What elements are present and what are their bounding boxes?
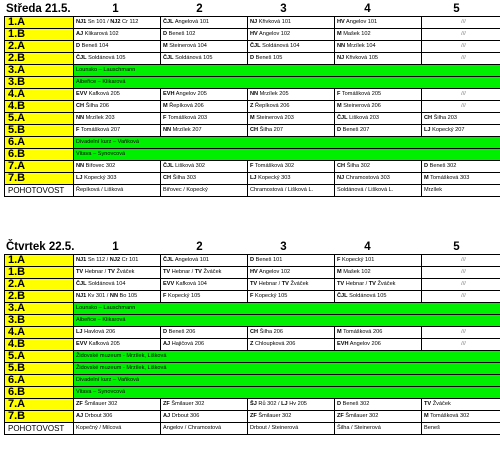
subject-code: M [337,31,342,37]
schedule-row [5,173,500,185]
subject-code: M [424,175,429,181]
schedule-row [5,89,500,101]
lesson-cell: ČJL Soldánová 104 [74,279,161,291]
event-cell: Albeřice – Klikarová [74,315,500,327]
day-header [4,241,494,254]
lesson-cell: /// [422,53,500,65]
lesson-cell: CH Šilha 206 [74,101,161,113]
subject-code: HV [250,269,258,275]
period-number: 1 [112,241,119,253]
lesson-cell: NN Mrzílek 207 [161,125,248,137]
lesson-cell: /// [422,255,500,267]
lesson-cell: D Beneš 101 [248,255,335,267]
class-label: 1.A [5,17,74,29]
subject-code: M [424,413,429,419]
class-label: 1.B [5,267,74,279]
subject-code: CH [424,115,433,121]
lesson-cell: M Tomášková 206 [335,327,422,339]
subject-code: NN [109,293,118,299]
subject-code: NJ1 [76,293,87,299]
subject-code: AJ [163,413,171,419]
duty-cell: Biřovec / Kopecký [161,185,248,197]
lesson-cell: ČJL Soldánová 105 [335,291,422,303]
subject-code: NN [250,91,259,97]
class-label: 4.A [5,327,74,339]
subject-code: HV [337,19,345,25]
lesson-cell: F Tomášková 203 [161,113,248,125]
lesson-cell: /// [422,17,500,29]
subject-code: EVV [163,281,175,287]
subject-code: D [337,127,342,133]
subject-code: F [76,127,80,133]
subject-code: D [337,401,342,407]
subject-code: TV [368,281,376,287]
subject-code: F [337,91,341,97]
subject-code: M [337,269,342,275]
class-label: 2.A [5,41,74,53]
lesson-cell: ŠJ Rů 302 / LJ Hv 205 [248,399,335,411]
schedule-day-wednesday [4,3,494,197]
period-number: 4 [364,3,371,15]
subject-code: D [76,43,81,49]
lesson-cell: TV Hebnar / TV Žváček [161,267,248,279]
class-label: 3.A [5,303,74,315]
lesson-cell: NJ1 Sn 112 / NJ2 Cr 101 [74,255,161,267]
class-label: 3.B [5,77,74,89]
class-label: 2.B [5,53,74,65]
lesson-cell: TV Hebnar / TV Žváček [74,267,161,279]
subject-code: AJ [76,413,84,419]
subject-code: Z [250,341,254,347]
subject-code: CH [337,163,346,169]
schedule-row [5,303,500,315]
duty-cell: Mrzílek [422,185,500,197]
subject-code: EVV [76,91,88,97]
schedule-row [5,125,500,137]
subject-code: M [337,329,342,335]
lesson-cell: AJ Drbout 306 [74,411,161,423]
subject-code: NN [163,127,172,133]
lesson-cell: /// [422,41,500,53]
subject-code: LJ [250,175,257,181]
subject-code: NJ1 [76,19,87,25]
schedule-row [5,53,500,65]
subject-code: NN [337,43,346,49]
class-label: 5.B [5,125,74,137]
lesson-cell: ČJL Soldánová 105 [74,53,161,65]
subject-code: CH [163,175,172,181]
schedule-row [5,161,500,173]
lesson-cell: D Beneš 207 [335,125,422,137]
lesson-cell: EVV Kafková 205 [74,89,161,101]
event-cell: Vltava – Synovcová [74,149,500,161]
lesson-cell: D Beneš 206 [161,327,248,339]
subject-code: HV [250,31,258,37]
subject-code: F [337,257,341,263]
event-cell: Židovské muzeum - Mrzílek, Lišková [74,351,500,363]
lesson-cell: /// [422,101,500,113]
lesson-cell: CH Šilha 303 [161,173,248,185]
lesson-cell: /// [422,89,500,101]
lesson-cell: EVV Kafková 205 [74,339,161,351]
subject-code: ČJL [337,293,348,299]
class-label: 4.B [5,339,74,351]
period-number: 3 [280,3,287,15]
lesson-cell: D Beneš 104 [74,41,161,53]
subject-code: D [163,329,168,335]
schedule-row [5,113,500,125]
lesson-cell: NJ Křivková 105 [335,53,422,65]
duty-cell: Angelov / Chramostová [161,423,248,435]
schedule-row [5,279,500,291]
lesson-cell: HV Angelov 102 [248,29,335,41]
subject-code: TV [107,269,115,275]
duty-cell: Chramostová / Lišková L. [248,185,335,197]
subject-code: ZF [163,401,170,407]
subject-code: ČJL [163,55,174,61]
subject-code: NN [76,163,85,169]
lesson-cell: M Steinerová 104 [161,41,248,53]
lesson-cell: ČJL Angelová 101 [161,17,248,29]
subject-code: ČJL [337,115,348,121]
subject-code: Z [250,103,254,109]
subject-code: D [163,31,168,37]
subject-code: ČJL [250,43,261,49]
schedule-day-thursday [4,241,494,435]
schedule-row [5,351,500,363]
lesson-cell: LJ Kopecký 303 [74,173,161,185]
subject-code: M [163,43,168,49]
subject-code: LJ [281,401,288,407]
lesson-cell: AJ Klikarová 102 [74,29,161,41]
day-title: Středa 21.5. [6,3,71,15]
subject-code: EVV [76,341,88,347]
lesson-cell: ZF Šmilauer 302 [74,399,161,411]
lesson-cell: NN Mrzílek 205 [248,89,335,101]
lesson-cell: ČJL Lišková 203 [335,113,422,125]
subject-code: EVH [337,341,349,347]
subject-code: ČJL [76,55,87,61]
lesson-cell: /// [422,327,500,339]
schedule-row [5,363,500,375]
day-title: Čtvrtek 22.5. [6,241,75,253]
lesson-cell: ČJL Soldánová 104 [248,41,335,53]
schedule-row [5,101,500,113]
subject-code: TV [281,281,289,287]
class-label: 5.A [5,113,74,125]
event-cell: Albeřice – Klikarová [74,77,500,89]
subject-code: NJ2 [109,257,121,263]
subject-code: F [163,115,167,121]
duty-cell: Šilha / Steinerová [335,423,422,435]
schedule-row [5,327,500,339]
lesson-cell: NN Mrzílek 203 [74,113,161,125]
subject-code: NJ2 [110,19,121,25]
lesson-cell: M Mašek 102 [335,29,422,41]
subject-code: TV [424,401,432,407]
subject-code: ŠJ [250,401,257,407]
lesson-cell: F Tomášková 207 [74,125,161,137]
lesson-cell: F Tomášková 205 [335,89,422,101]
lesson-cell: EVH Angelov 205 [161,89,248,101]
lesson-cell: D Beneš 102 [161,29,248,41]
subject-code: D [424,163,429,169]
subject-code: ZF [337,413,344,419]
schedule-row [5,387,500,399]
subject-code: D [250,257,255,263]
event-cell: Divadelní kurz – Vaňková [74,137,500,149]
subject-code: TV [337,281,345,287]
lesson-cell: F Kopecký 101 [335,255,422,267]
lesson-cell: TV Hebnar / TV Žváček [335,279,422,291]
schedule-row [5,185,500,197]
class-label: 3.B [5,315,74,327]
lesson-cell: HV Angelov 102 [248,267,335,279]
lesson-cell: M Tomášková 303 [422,173,500,185]
class-label: 7.B [5,173,74,185]
lesson-cell: NJ1 Sn 101 / NJ2 Cr 112 [74,17,161,29]
schedule-row [5,29,500,41]
schedule-row [5,423,500,435]
class-label: 6.A [5,137,74,149]
subject-code: NJ [250,19,258,25]
subject-code: M [337,103,342,109]
schedule-row [5,17,500,29]
lesson-cell: M Tomášková 302 [422,411,500,423]
lesson-cell: NN Mrzílek 104 [335,41,422,53]
lesson-cell: EVH Angelov 206 [335,339,422,351]
lesson-cell: Z Chloupková 206 [248,339,335,351]
duty-cell: Řepíková / Lišková [74,185,161,197]
lesson-cell: LJ Kopecký 207 [422,125,500,137]
lesson-cell: ZF Šmilauer 302 [335,411,422,423]
subject-code: TV [194,269,202,275]
schedule-table [4,16,500,197]
subject-code: NJ1 [76,257,87,263]
lesson-cell: D Beneš 302 [422,161,500,173]
class-label: 2.B [5,291,74,303]
schedule-row [5,291,500,303]
subject-code: AJ [163,341,171,347]
schedule-row [5,339,500,351]
class-label: 5.A [5,351,74,363]
period-number: 2 [196,241,203,253]
lesson-cell: CH Šilha 207 [248,125,335,137]
lesson-cell: EVV Kafková 104 [161,279,248,291]
lesson-cell: ČJL Lišková 302 [161,161,248,173]
class-label: 7.A [5,399,74,411]
class-label: 2.A [5,279,74,291]
period-number: 4 [364,241,371,253]
lesson-cell: TV Žváček [422,399,500,411]
class-label: 6.B [5,387,74,399]
class-label: 4.B [5,101,74,113]
class-label: 6.B [5,149,74,161]
subject-code: TV [250,281,258,287]
duty-cell: Drbout / Steinerová [248,423,335,435]
subject-code: F [250,293,254,299]
class-label: 7.A [5,161,74,173]
schedule-row [5,65,500,77]
class-label: 6.A [5,375,74,387]
event-cell: Lounsko – Lauschmann [74,303,500,315]
lesson-cell: CH Šilha 302 [335,161,422,173]
schedule-table [4,254,500,435]
lesson-cell: CH Šilha 203 [422,113,500,125]
subject-code: F [250,163,254,169]
schedule-row [5,41,500,53]
schedule-row [5,77,500,89]
event-cell: Lounsko – Lauschmann [74,65,500,77]
day-header [4,3,494,16]
lesson-cell: Z Řepíková 206 [248,101,335,113]
subject-code: CH [250,127,259,133]
subject-code: ČJL [76,281,87,287]
subject-code: TV [76,269,84,275]
lesson-cell: /// [422,291,500,303]
subject-code: TV [163,269,171,275]
lesson-cell: HV Angelov 101 [335,17,422,29]
subject-code: ČJL [163,19,174,25]
class-label: 7.B [5,411,74,423]
duty-cell: Soldánová / Lišková L. [335,185,422,197]
lesson-cell: ZF Šmilauer 302 [161,399,248,411]
lesson-cell: NN Biřovec 302 [74,161,161,173]
lesson-cell: AJ Hajičová 206 [161,339,248,351]
subject-code: ČJL [163,257,174,263]
schedule-row [5,411,500,423]
lesson-cell: F Tomášková 302 [248,161,335,173]
lesson-cell: M Steinerová 203 [248,113,335,125]
lesson-cell: /// [422,339,500,351]
subject-code: NN [76,115,85,121]
subject-code: ZF [250,413,257,419]
lesson-cell: ČJL Angelová 101 [161,255,248,267]
lesson-cell: CH Šilha 206 [248,327,335,339]
lesson-cell: F Kopecký 105 [161,291,248,303]
subject-code: LJ [424,127,431,133]
duty-label: POHOTOVOST [5,185,74,197]
event-cell: Divadelní kurz – Vaňková [74,375,500,387]
lesson-cell: NJ Chramostová 303 [335,173,422,185]
duty-cell: Kopečný / Milcová [74,423,161,435]
lesson-cell: /// [422,29,500,41]
lesson-cell: NJ1 Kv 301 / NN Bo 105 [74,291,161,303]
subject-code: NJ [337,55,345,61]
subject-code: CH [250,329,259,335]
class-label: 4.A [5,89,74,101]
schedule-row [5,255,500,267]
subject-code: M [250,115,255,121]
class-label: 1.A [5,255,74,267]
schedule-row [5,149,500,161]
subject-code: LJ [76,329,83,335]
event-cell: Vltava – Synovcová [74,387,500,399]
schedule-row [5,315,500,327]
subject-code: EVH [163,91,175,97]
subject-code: CH [76,103,85,109]
lesson-cell: M Mašek 102 [335,267,422,279]
lesson-cell: ZF Šmilauer 302 [248,411,335,423]
period-number: 1 [112,3,119,15]
lesson-cell: /// [422,267,500,279]
lesson-cell: LJ Havlová 206 [74,327,161,339]
schedule-row [5,267,500,279]
lesson-cell: M Řepíková 206 [161,101,248,113]
duty-cell: Beneš [422,423,500,435]
lesson-cell: M Steinerová 206 [335,101,422,113]
lesson-cell: AJ Drbout 306 [161,411,248,423]
event-cell: Židovské muzeum - Mrzílek, Lišková [74,363,500,375]
class-label: 5.B [5,363,74,375]
subject-code: NJ [337,175,345,181]
lesson-cell: TV Hebnar / TV Žváček [248,279,335,291]
schedule-row [5,375,500,387]
lesson-cell: /// [422,279,500,291]
lesson-cell: NJ Křivková 101 [248,17,335,29]
lesson-cell: LJ Kopecký 303 [248,173,335,185]
subject-code: D [250,55,255,61]
period-number: 5 [453,241,460,253]
class-label: 3.A [5,65,74,77]
subject-code: M [163,103,168,109]
subject-code: ČJL [163,163,174,169]
lesson-cell: D Beneš 302 [335,399,422,411]
lesson-cell: ČJL Soldánová 105 [161,53,248,65]
duty-label: POHOTOVOST [5,423,74,435]
subject-code: AJ [76,31,84,37]
period-number: 5 [453,3,460,15]
subject-code: F [163,293,167,299]
class-label: 1.B [5,29,74,41]
period-number: 2 [196,3,203,15]
period-number: 3 [280,241,287,253]
subject-code: ZF [76,401,83,407]
lesson-cell: F Kopecký 105 [248,291,335,303]
schedule-row [5,399,500,411]
schedule-row [5,137,500,149]
lesson-cell: D Beneš 105 [248,53,335,65]
subject-code: LJ [76,175,83,181]
